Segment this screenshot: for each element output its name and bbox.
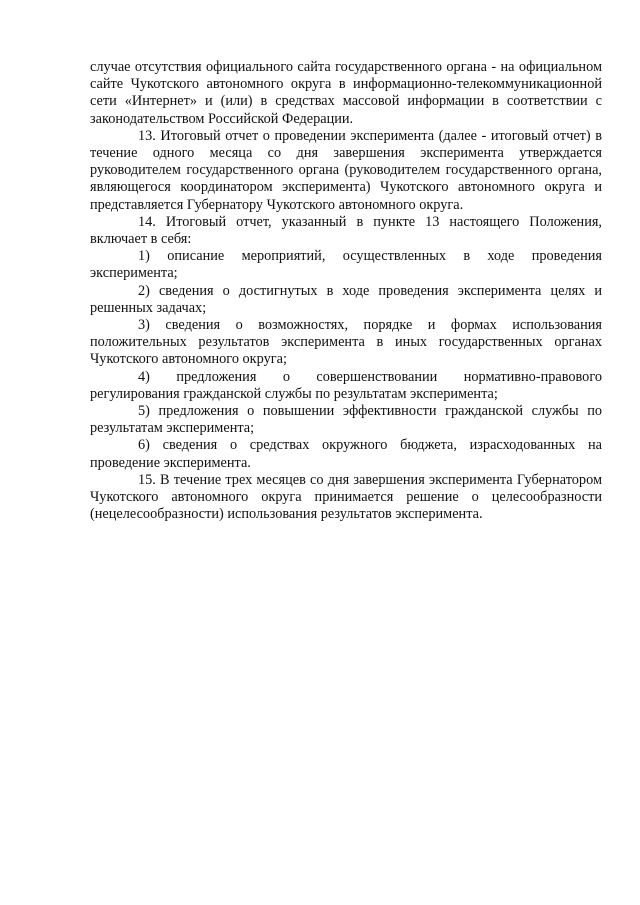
paragraph-item-13: 13. Итоговый отчет о проведении эксперимента (далее - итоговый отчет) в течение одного месяца со дня завершения эксперимента утверждается руководителем государственного органа (руководителем государственного органа, являющегося координатором эксперимента) Чукотского автономного округа и представляется Губернатору Чукотского автономного округа. bbox=[90, 127, 602, 213]
list-item-5: 5) предложения о повышении эффективности гражданской службы по результатам эксперимента; bbox=[90, 403, 602, 437]
list-item-3: 3) сведения о возможностях, порядке и формах использования положительных результатов эксперимента в иных государственных органах Чукотского автономного округа; bbox=[90, 317, 602, 368]
paragraph-item-14: 14. Итоговый отчет, указанный в пункте 13 настоящего Положения, включает в себя: bbox=[90, 213, 602, 248]
paragraph-item-15: 15. В течение трех месяцев со дня завершения эксперимента Губернатором Чукотского автономного округа принимается решение о целесообразности (нецелесообразности) использования результатов эксперимента. bbox=[90, 471, 602, 523]
list-item-6: 6) сведения о средствах окружного бюджета, израсходованных на проведение эксперимента. bbox=[90, 437, 602, 471]
list-item-1: 1) описание мероприятий, осуществленных в ходе проведения эксперимента; bbox=[90, 248, 602, 282]
list-item-4: 4) предложения о совершенствовании нормативно-правового регулирования гражданской службы по результатам эксперимента; bbox=[90, 368, 602, 402]
document-page bbox=[90, 59, 602, 523]
list-item-2: 2) сведения о достигнутых в ходе проведения эксперимента целях и решенных задачах; bbox=[90, 282, 602, 316]
paragraph-continuation: случае отсутствия официального сайта государственного органа - на официальном сайте Чукотского автономного округа в информационно-телекоммуникационной сети «Интернет» и (или) в средствах массовой информации в соответствии с законодательством Российской Федерации. bbox=[90, 59, 602, 127]
